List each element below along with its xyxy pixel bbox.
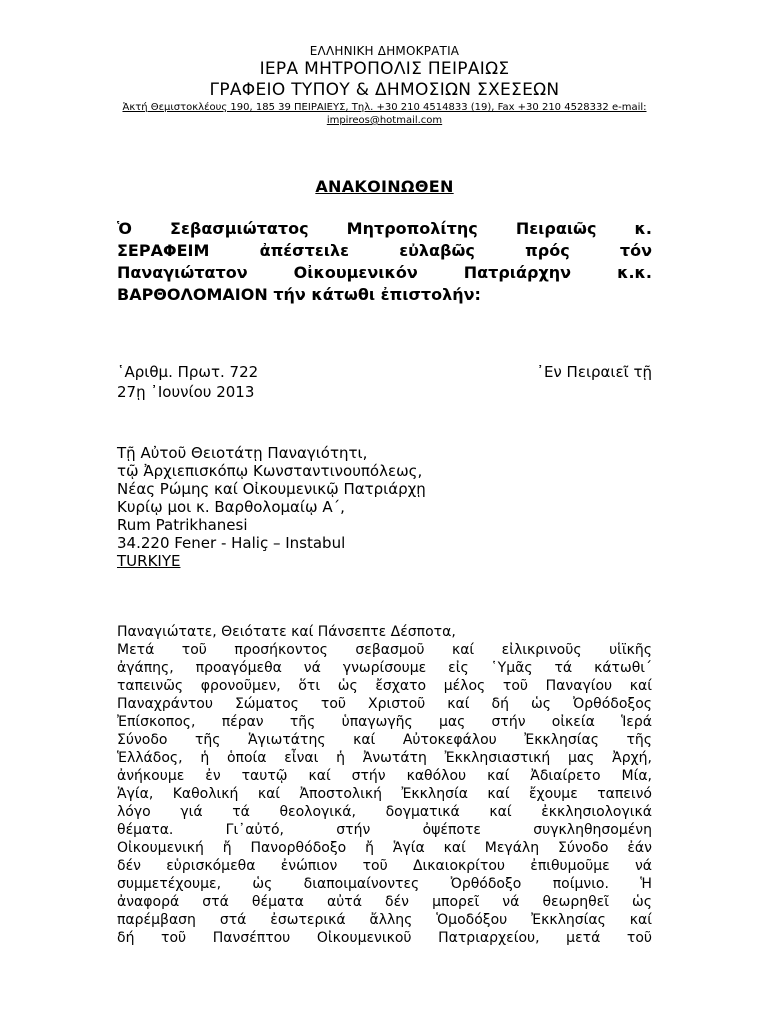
- body-line: δή τοῦ Πανσέπτου Οἰκουμενικοῦ Πατριαρχείου, μετά τοῦ: [117, 930, 652, 946]
- intro-line: Ὁ Σεβασμιώτατος Μητροπολίτης Πειραιῶς κ.: [117, 219, 652, 238]
- address-line: Νέας Ρώμης καί Οἰκουμενικῷ Πατριάρχῃ: [117, 480, 426, 498]
- body-line: Ἑλλάδος, ἡ ὁποία εἶναι ἡ Ἀνωτάτη Ἐκκλησιαστική μας Ἀρχή,: [117, 750, 652, 766]
- letter-body: [117, 641, 652, 947]
- address-line: τῷ Ἀρχιεπισκόπῳ Κωνσταντινουπόλεως,: [117, 462, 423, 480]
- body-line: παρέμβαση στά ἐσωτερικά ἄλλης Ὁμοδόξου Ἐκκλησίας καί: [117, 912, 652, 928]
- intro-paragraph: [117, 218, 652, 306]
- letter-salutation: Παναγιώτατε, Θειότατε καί Πάνσεπτε Δέσποτα,: [117, 624, 456, 640]
- address-line: Rum Patrikhanesi: [117, 516, 248, 534]
- intro-line: ΣΕΡΑΦΕΙΜ ἀπέστειλε εὐλαβῶς πρός τόν: [117, 241, 652, 260]
- letterhead: [117, 44, 652, 127]
- body-line: θέματα. Γι᾽αὐτό, στήν ὀψέποτε συγκληθησομένη: [117, 822, 652, 838]
- reference-row: [117, 362, 652, 382]
- address-country: TURKIYE: [117, 552, 181, 570]
- letterhead-email: impireos@hotmail.com: [326, 115, 443, 126]
- letter-date: 27ῃ ᾿Ιουνίου 2013: [117, 383, 255, 401]
- body-line: Οἰκουμενική ἤ Πανορθόδοξο ἤ Ἁγία καί Μεγάλη Σύνοδο ἐάν: [117, 840, 652, 856]
- body-line: ταπεινῶς φρονοῦμεν, ὅτι ὡς ἔσχατο μέλος τοῦ Παναγίου καί: [117, 678, 652, 694]
- body-line: Παναχράντου Σώματος τοῦ Χριστοῦ καί δή ὡς Ὀρθόδοξος: [117, 696, 652, 712]
- letterhead-country: ΕΛΛΗΝΙΚΗ ΔΗΜΟΚΡΑΤΙΑ: [309, 44, 460, 58]
- body-line: Σύνοδο τῆς Ἁγιωτάτης καί Αὐτοκεφάλου Ἐκκλησίας τῆς: [117, 732, 652, 748]
- address-line: 34.220 Fener - Haliç – Instabul: [117, 534, 346, 552]
- address-line: Τῇ Αὐτοῦ Θειοτάτῃ Παναγιότητι,: [117, 444, 368, 462]
- body-line: συμμετέχουμε, ὡς διαποιμαίνοντες Ὀρθόδοξο ποίμνιο. Ἡ: [117, 876, 652, 892]
- body-line: ἀγάπης, προαγόμεθα νά γνωρίσουμε εἰς ῾Υμᾶς τά κάτωθι΄: [117, 660, 652, 676]
- body-line: Ἁγία, Καθολική καί Ἀποστολική Ἐκκλησία καί ἔχουμε ταπεινό: [117, 786, 652, 802]
- body-line: ἀναφορά στά θέματα αὐτά δέν μπορεῖ νά θεωρηθεῖ ὡς: [117, 894, 652, 910]
- intro-line: ΒΑΡΘΟΛΟΜΑΙΟΝ τήν κάτωθι ἐπιστολήν:: [117, 285, 481, 304]
- letterhead-metropolis: ΙΕΡΑ ΜΗΤΡΟΠΟΛΙΣ ΠΕΙΡΑΙΩΣ: [259, 59, 510, 79]
- address-line: Κυρίῳ μοι κ. Βαρθολομαίῳ Α΄,: [117, 498, 345, 516]
- intro-line: Παναγιώτατον Οἰκουμενικόν Πατριάρχην κ.κ.: [117, 263, 652, 282]
- body-line: Ἐπίσκοπος, πέραν τῆς ὑπαγωγῆς μας στήν οἰκεία Ἱερά: [117, 714, 652, 730]
- place-text: ᾿Εν Πειραιεῖ τῇ: [536, 363, 652, 381]
- letterhead-office: ΓΡΑΦΕΙΟ ΤΥΠΟΥ & ΔΗΜΟΣΙΩΝ ΣΧΕΣΕΩΝ: [209, 80, 560, 100]
- body-line: δέν εὑρισκόμεθα ἐνώπιον τοῦ Δικαιοκρίτου ἐπιθυμοῦμε νά: [117, 858, 652, 874]
- announcement-title: ΑΝΑΚΟΙΝΩΘΕΝ: [315, 177, 454, 196]
- recipient-address: [117, 444, 652, 570]
- body-line: ἀνήκουμε ἐν ταυτῷ καί στήν καθόλου καί Ἀδιαίρετο Μία,: [117, 768, 652, 784]
- body-line: λόγο γιά τά θεολογικά, δογματικά καί ἐκκλησιολογικά: [117, 804, 652, 820]
- body-line: Μετά τοῦ προσήκοντος σεβασμοῦ καί εἰλικρινοῦς υἱϊκῆς: [117, 642, 652, 658]
- protocol-number: ῾Αριθμ. Πρωτ. 722: [117, 363, 259, 381]
- letterhead-address: Ἀκτή Θεμιστοκλέους 190, 185 39 ΠΕΙΡΑΙΕΥΣ, Τηλ. +30 210 4514833 (19), Fax +30 210 4528332 e-mail:: [122, 102, 647, 113]
